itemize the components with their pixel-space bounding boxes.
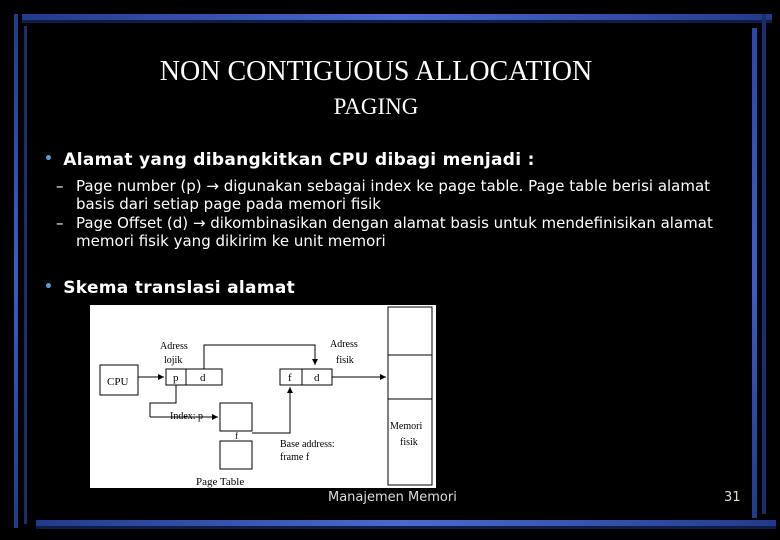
footer-title: Manajemen Memori: [328, 490, 457, 505]
right-border-bar: [752, 28, 757, 518]
adress-fisik-label2: fisik: [336, 355, 354, 366]
base-address-label: Base address:: [280, 439, 335, 450]
subitem-2: [56, 214, 716, 250]
bullet-dot: •: [44, 151, 54, 167]
bullet-1-text: Alamat yang dibangkitkan CPU dibagi menjadi :: [63, 150, 535, 170]
slide-title: NON CONTIGUOUS ALLOCATION: [159, 56, 593, 87]
bottom-border-bar-shadow: [36, 526, 776, 529]
fisik-label: fisik: [400, 437, 418, 448]
adress-lojik-label2: lojik: [164, 355, 183, 366]
page-number: 31: [724, 490, 741, 505]
memori-label: Memori: [390, 421, 423, 432]
subitem-1-text: Page number (p) → digunakan sebagai index ke page table. Page table berisi alamat basis dari setiap page pada memori fisik: [76, 177, 711, 213]
right-border-bar-outer: [762, 14, 766, 514]
bullet-2-text: Skema translasi alamat: [63, 278, 296, 298]
subitem-1: [56, 177, 716, 213]
address-translation-diagram: [90, 305, 436, 488]
dash-marker: –: [56, 214, 64, 232]
page-table-f: f: [235, 431, 238, 441]
page-table-top: [220, 403, 252, 431]
logical-d-label: d: [200, 372, 206, 384]
bullet-dot: •: [44, 279, 54, 295]
cpu-label: CPU: [107, 376, 129, 388]
subitem-2-text: Page Offset (d) → dikombinasikan dengan alamat basis untuk mendefinisikan alamat memori fisik yang dikirim ke unit memori: [76, 214, 713, 250]
left-border-bar: [14, 14, 18, 528]
physical-memory-box: [388, 307, 432, 485]
page-table-label: Page Table: [196, 476, 245, 488]
frame-f-label: frame f: [280, 452, 310, 463]
bullet-1: [44, 150, 535, 170]
physical-d-label: d: [314, 372, 320, 384]
adress-fisik-label: Adress: [330, 339, 358, 350]
logical-p-label: p: [173, 372, 179, 384]
top-border-bar-shadow: [22, 20, 772, 23]
dash-marker: –: [56, 177, 64, 195]
index-label: Index: p: [170, 411, 204, 422]
adress-lojik-label: Adress: [160, 341, 188, 352]
page-table-bottom: [220, 441, 252, 469]
bullet-2: [44, 278, 295, 298]
physical-f-label: f: [288, 372, 292, 384]
slide-subtitle: PAGING: [333, 94, 419, 119]
